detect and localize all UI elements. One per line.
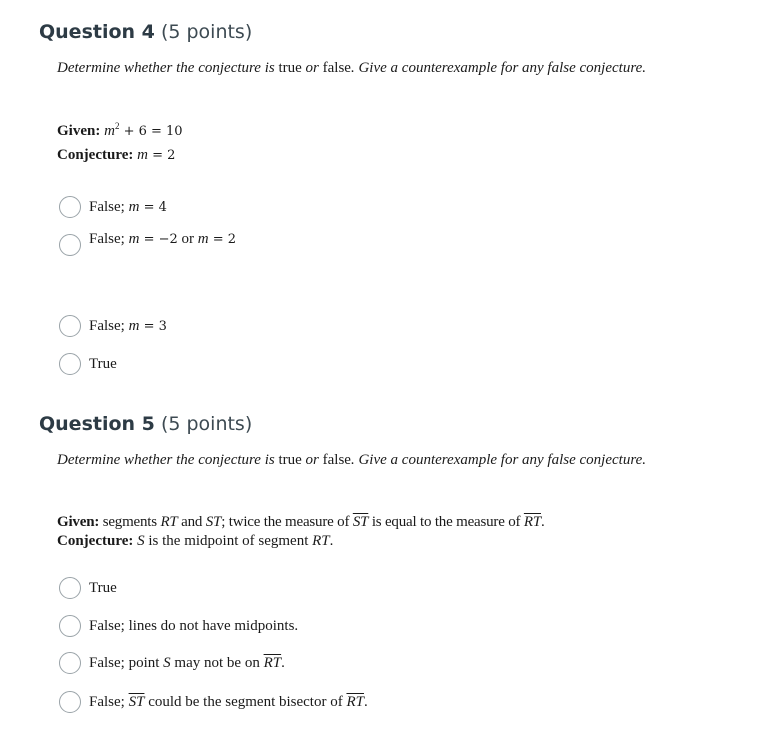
q4-option-1[interactable] xyxy=(59,196,167,218)
given-label: Given: xyxy=(57,514,100,530)
question-4-conjecture xyxy=(57,145,175,166)
q4-option-3[interactable] xyxy=(59,315,167,337)
question-5-title: Question 5 xyxy=(39,413,155,435)
question-4-given xyxy=(57,121,183,142)
q5-option-4[interactable] xyxy=(59,691,368,713)
segment-st: $\overline{ST}$ xyxy=(352,514,369,530)
prompt-true: true xyxy=(278,60,302,76)
question-5-header xyxy=(39,412,252,436)
option-label: False; m = 3 xyxy=(89,317,167,334)
radio-button[interactable] xyxy=(59,577,81,599)
q4-option-2[interactable] xyxy=(59,231,237,256)
conjecture-label: Conjecture: xyxy=(57,147,134,163)
radio-button[interactable] xyxy=(59,196,81,218)
option-label: True xyxy=(89,356,117,372)
question-5-points: (5 points) xyxy=(160,413,253,435)
radio-button[interactable] xyxy=(59,234,81,256)
q5-option-1[interactable] xyxy=(59,577,117,599)
given-exponent: 2 xyxy=(114,121,120,131)
radio-button[interactable] xyxy=(59,315,81,337)
prompt-text: Determine whether the conjecture is xyxy=(57,60,279,76)
given-variable: m xyxy=(104,123,115,139)
radio-button[interactable] xyxy=(59,353,81,375)
q5-option-2[interactable] xyxy=(59,615,298,637)
prompt-text-end: . Give a counterexample for any false conjecture. xyxy=(350,452,647,468)
prompt-text-end: . Give a counterexample for any false conjecture. xyxy=(350,60,647,76)
q5-option-3[interactable] xyxy=(59,652,285,674)
option-label: True xyxy=(89,580,117,596)
conjecture-variable: m xyxy=(137,147,148,163)
question-5-prompt xyxy=(57,450,646,470)
question-4-title: Question 4 xyxy=(39,21,155,43)
radio-button[interactable] xyxy=(59,615,81,637)
prompt-false: false xyxy=(322,452,351,468)
prompt-or: or xyxy=(301,452,323,468)
radio-button[interactable] xyxy=(59,652,81,674)
option-label: False; point S may not be on $\overline{RT}$. xyxy=(89,655,285,671)
question-4-header xyxy=(39,20,252,44)
option-label: False; $\overline{ST}$ could be the segment bisector of $\overline{RT}$. xyxy=(89,694,368,710)
option-label: False; m = −2 or m = 2 xyxy=(89,231,237,247)
radio-button[interactable] xyxy=(59,691,81,713)
conjecture-equation: = 2 xyxy=(147,148,176,163)
question-4-prompt xyxy=(57,58,646,78)
question-4-points: (5 points) xyxy=(160,21,253,43)
given-equation: + 6 = 10 xyxy=(119,124,183,139)
option-label: False; m = 4 xyxy=(89,198,167,215)
question-5-given: Given: segments RT and ST; twice the measure of $\overline{ST}$ is equal to the measure of $\overline{RT}$. xyxy=(57,514,545,530)
conjecture-label: Conjecture: xyxy=(57,533,134,549)
prompt-false: false xyxy=(322,60,351,76)
option-label: False; lines do not have midpoints. xyxy=(89,618,299,634)
prompt-text: Determine whether the conjecture is xyxy=(57,452,279,468)
given-label: Given: xyxy=(57,123,101,139)
prompt-or: or xyxy=(301,60,323,76)
q4-option-4[interactable] xyxy=(59,353,117,375)
segment-rt: $\overline{RT}$ xyxy=(523,514,541,530)
question-5-conjecture: Conjecture: S is the midpoint of segment RT. xyxy=(57,533,334,549)
prompt-true: true xyxy=(278,452,302,468)
